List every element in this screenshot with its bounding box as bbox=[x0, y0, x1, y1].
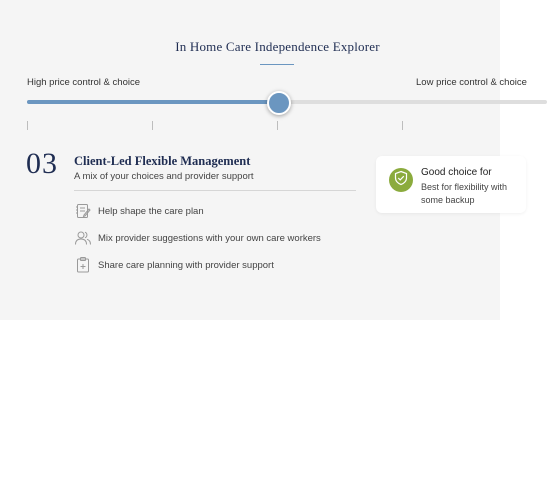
feature-item bbox=[74, 229, 321, 247]
notepad-icon bbox=[74, 202, 92, 220]
clipboard-plus-icon bbox=[74, 256, 92, 274]
recommendation-card bbox=[376, 156, 526, 213]
feature-text: Share care planning with provider support bbox=[98, 259, 274, 271]
option-number: 03 bbox=[26, 147, 58, 180]
recommendation-badge bbox=[389, 168, 413, 192]
option-title: Client-Led Flexible Management bbox=[74, 154, 251, 168]
slider-tick[interactable] bbox=[152, 121, 153, 130]
recommendation-line: Best for flexibility with bbox=[421, 182, 508, 192]
recommendation-line: some backup bbox=[421, 195, 475, 205]
shield-check-icon bbox=[393, 170, 409, 191]
slider-tick[interactable] bbox=[277, 121, 278, 130]
slider-left-label: High price control & choice bbox=[27, 77, 140, 88]
recommendation-title: Good choice for bbox=[421, 167, 492, 178]
slider-tick[interactable] bbox=[402, 121, 403, 130]
feature-item bbox=[74, 256, 274, 274]
feature-item bbox=[74, 202, 204, 220]
slider-track-fill bbox=[27, 100, 277, 104]
title-underline bbox=[260, 64, 294, 65]
explorer-title: In Home Care Independence Explorer bbox=[175, 39, 380, 54]
slider-right-label: Low price control & choice bbox=[416, 77, 527, 88]
option-subtitle: A mix of your choices and provider support bbox=[74, 171, 254, 182]
option-divider bbox=[74, 190, 356, 191]
slider-tick[interactable] bbox=[27, 121, 28, 130]
feature-text: Mix provider suggestions with your own care workers bbox=[98, 232, 321, 244]
recommendation-body bbox=[421, 181, 521, 207]
people-icon bbox=[74, 229, 92, 247]
slider-thumb[interactable] bbox=[267, 91, 291, 115]
feature-text: Help shape the care plan bbox=[98, 205, 204, 217]
